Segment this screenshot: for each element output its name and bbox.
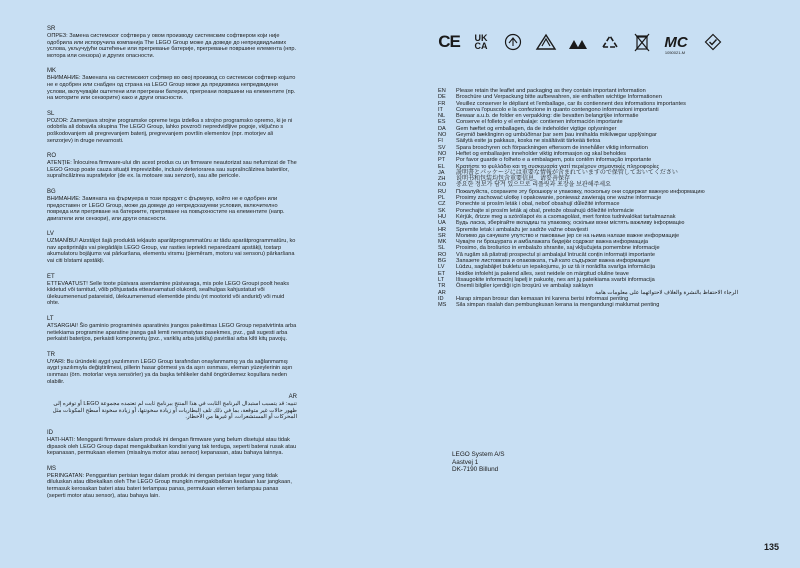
warning-language-code: RO (47, 153, 56, 160)
recycle-circle-icon (502, 30, 524, 54)
warning-text: HATI-HATI: Mengganti firmware dalam produk ini dengan firmware yang belum disetujui atau tidak dipasok oleh LEGO Group dapat mengakibatkan kondisi yang tak terduga, seperti baterai rusak atau kepanasan, permukaan elemen (misalnya motor atau sensor) kepanasan, atau bahaya lainnya. (47, 436, 297, 457)
language-text: Veuillez conserver le dépliant et l'emballage, car ils contiennent des informations importantes (456, 100, 686, 107)
language-code: IT (438, 106, 443, 113)
language-code: NL (438, 113, 446, 120)
warning-text: ATSARGIAI! Šio gaminio programinės aparatinės įrangos pakeitimas LEGO Group nepatvirtinta arba netiekiama programine aparatine įranga gali lemti nenumatytas pasekmes, pvz., gali sugesti arba perkaisti baterijos, perkaisti komponentų (pvz., variklių arba jutiklių) paviršiai arba kilti kitų pavojų. (47, 323, 297, 343)
language-code: CZ (438, 201, 446, 208)
language-text: Conserva l'opuscolo e la confezione in quanto contengono informazioni importanti (456, 106, 659, 113)
language-text: Please retain the leaflet and packaging as they contain important information (456, 88, 646, 94)
warning-text: PERINGATAN: Penggantian perisian tegar dalam produk ini dengan perisian tegar yang tidak diluluskan atau dibekalkan oleh The LEGO Group mungkin mengakibatkan keadaan luar jangkaan, termasuk kerosakan bateri atau bateri terlampau panas, permukaan elemen terlampau panas (seperti motor atau sensor), atau bahaya lain. (47, 472, 292, 499)
weee-bin-icon (630, 30, 654, 54)
language-row (438, 302, 738, 308)
language-text: 説明書とパッケージには重要な情報が含まれていますので保管しておいてください (456, 169, 678, 176)
address-line-3: DK-7190 Billund (452, 466, 499, 474)
language-code: JA (438, 169, 445, 176)
warning-block (47, 231, 297, 264)
warning-block (47, 68, 297, 101)
warning-language-code: BG (47, 188, 56, 195)
warning-language-code: LT (47, 316, 54, 323)
language-code: RO (438, 251, 447, 258)
language-code: ID (438, 295, 444, 302)
warning-block (47, 153, 297, 180)
language-text: Ponechte si prosím leták i obal, neboť obsahují důležité informace (456, 201, 620, 208)
language-text: Gem hæftet og emballagen, da de indeholder vigtige oplysninger (456, 125, 617, 132)
language-code: UA (438, 220, 446, 227)
mc-mark (662, 30, 690, 54)
mc-mark-number: 1050021-M (664, 50, 686, 55)
language-text: Κρατήστε το φυλλάδιο και τη συσκευασία γιατί περιέχουν σημαντικές πληροφορίες (456, 163, 660, 170)
language-text: Spremite letak i ambalažu jer sadrže važne obavijesti (456, 226, 588, 233)
warning-text: ВНИМАНИЕ: Замяната на фърмуера в този продукт с фърмуер, който не е одобрен или предоставен от LEGO Group, може да доведе до непредсказуеми условия, включително повреда или прегряване на батериите, прегряване на повърхностите на елементите (напр. двигатели или сензори), или други опасности. (47, 195, 285, 222)
warning-language-code: TR (47, 351, 55, 358)
language-code: ES (438, 119, 446, 126)
address-line-2: Aastvej 1 (452, 458, 479, 466)
warning-text: UZMANĪBU! Aizstājot šajā produktā iekļauto aparātprogrammatūru ar tādu aparātprogrammatūru, ko nav apstiprinājis vai piegādājis LEGO Group, var rasties iepriekš neparedzami apstākļi, tostarp akumulatoru bojājums vai pārkaršana, elementu virsmu (piemēram, motoru vai sensoru) pārkaršana vai citi bīstami apstākļi. (47, 238, 296, 265)
company-address (452, 451, 505, 474)
warning-block (47, 352, 297, 385)
language-text: Bewaar a.u.b. de folder en verpakking: die bevatten belangrijke informatie (456, 113, 639, 120)
ukca-mark-top: UK (474, 33, 488, 43)
mc-mark-label: MC (664, 33, 688, 51)
language-text: Geymið bæklinginn og umbúðirnar þar sem þau innihalda mikilvægar upplýsingar (456, 132, 657, 139)
language-code: BG (438, 258, 447, 265)
warning-language-code: LV (47, 231, 54, 238)
language-text: Sila simpan risalah dan pembungkusan kerana ia mengandungi maklumat penting (456, 302, 660, 309)
page-number: 135 (764, 542, 780, 552)
language-text: الرجاء الاحتفاظ بالنشرة والغلاف لاحتوائهما على معلومات هامة (595, 289, 738, 296)
warning-block (47, 26, 297, 59)
language-code: HR (438, 226, 447, 233)
language-text: Vă rugăm să păstrați prospectul și ambalajul întrucât conțin informații importante (456, 251, 655, 258)
hazard-triangles-icon (566, 30, 590, 54)
language-code: ZH (438, 176, 446, 183)
language-code: DA (438, 125, 446, 132)
warning-text: ВНИМАНИЕ: Замената на системскиот софтвер во овој производ со системски софтвер којшто не е одобрен или снабден од страна на LEGO Group може да предизвика непредвидени услови, вклучувајќи оштетени или прегреани батерии, прегреани површини на елементите (пр. на моторите или сензорите) како и други опасности. (47, 75, 296, 102)
ukca-mark-bottom: CA (474, 41, 488, 51)
language-code: LV (438, 264, 445, 271)
warning-text: ETTEVAATUST! Selle toote püsivara asendamine püsivaraga, mis pole LEGO Groupi poolt heaks kiidetud või tarnitud, võib põhjustada ettearvamatud olukordi, sealhulgas kahjustatud või ülekuumenenud patareisid, ülekuumenenud elementide pindu (nt mootorid või andurid) või muid ohte. (47, 280, 289, 307)
warning-text: ОПРЕЗ: Замена системског софтвера у овом производу системским софтвером који није одобрила или испоручила компанија The LEGO Group може да доведе до непредвидљивих услова, укључујући оштећење или прегревање батерије, прегревање површине елемента (нпр. мотора или сензора) и других опасности. (47, 33, 297, 59)
language-code: SR (438, 232, 446, 239)
recycling-arrows-icon (598, 30, 622, 54)
warning-block (47, 466, 297, 499)
warning-text: ATENȚIE: Înlocuirea firmware-ului din acest produs cu un firmware neautorizat sau nefurnizat de The LEGO Group poate cauza situații imprevizibile, inclusiv deteriorarea sau supraîncălzirea bateriilor, supraîncălzirea suprafețelor (de ex. la motoare sau senzori), sau alte pericole. (47, 160, 297, 180)
language-text: Broschüre und Verpackung bitte aufbewahren, sie enthalten wichtige Informationen (456, 94, 662, 101)
language-text: Išsaugokite informacinį lapelį ir pakuotę, nes ant jų pateikiama svarbi informacija (456, 276, 655, 283)
ukca-mark (471, 30, 491, 54)
warning-language-code: SR (47, 26, 56, 32)
language-code: EN (438, 88, 446, 94)
warning-language-code: AR (288, 394, 297, 401)
language-code: FR (438, 100, 446, 107)
language-text: Чувајте ги брошурата и амбалажата бидејќи содржат важна информација (456, 239, 648, 246)
language-text: 说明书和包装均包含重要信息，请妥善保存 (456, 176, 571, 183)
language-code: PT (438, 157, 446, 164)
warning-text: POZOR: Zamenjava strojne programske opreme tega izdelka s strojno programsko opremo, ki je ni odobrila ali dobavila skupina The LEGO Group, lahko povzroči nepredvidljive pogoje, vključno s poškodovanjem ali pregrevanjem baterij, pregrevanjem površin elementov (npr. motorjev ali senzorjev) in druge nevarnosti. (47, 117, 293, 144)
language-code: SL (438, 245, 445, 252)
warning-block (47, 430, 297, 457)
triman-triangle-icon (534, 30, 558, 54)
certification-marks (436, 30, 776, 56)
warning-block (47, 189, 297, 222)
language-code: FI (438, 138, 443, 145)
language-text: Молимо да сачувате упутство и паковање јер се на њима налазе важне информације (456, 232, 680, 239)
warning-language-code: ID (47, 429, 53, 436)
warning-block (47, 394, 297, 421)
language-text: Пожалуйста, сохраните эту брошюру и упаковку, поскольку они содержат важную информацию (456, 188, 705, 195)
language-code: EL (438, 163, 445, 170)
warning-text: UYARI: Bu üründeki aygıt yazılımının LEGO Group tarafından onaylanmamış ya da sağlanmamış aygıt yazılımıyla değiştirilmesi, pillerin hasar görmesi ya da aşırı ısınması, eleman yüzeylerinin aşırı ısınması (örn. motorlar veya sensörler) ya da başka tehlikeler dahil öngörülemez koşullara neden olabilir. (47, 358, 293, 385)
language-code: TR (438, 283, 446, 290)
warning-block (47, 316, 297, 343)
language-text: Harap simpan brosur dan kemasan ini karena berisi informasi penting (456, 295, 629, 302)
ce-mark (436, 30, 462, 54)
language-text: Prosimy zachować ulotkę i opakowanie, ponieważ zawierają one ważne informacje (456, 195, 662, 202)
language-code: MK (438, 239, 447, 246)
language-text: Lūdzu, saglabājiet bukletu un iepakojumu, jo uz tā ir norādīta svarīga informācija (456, 264, 656, 271)
warning-language-code: ET (47, 273, 55, 280)
language-text: Heftet og emballasjen inneholder viktig informasjon og skal beholdes (456, 150, 627, 157)
address-line-1: LEGO System A/S (452, 451, 505, 458)
language-code: NO (438, 132, 447, 139)
language-code: HU (438, 213, 447, 220)
language-code: RU (438, 188, 447, 195)
language-code: LT (438, 276, 445, 283)
warning-language-code: SL (47, 110, 55, 117)
language-text: Önemli bilgiler içerdiği için broşürü ve ambalajı saklayın (456, 283, 594, 290)
language-code: PL (438, 195, 445, 202)
retain-leaflet-list (438, 88, 738, 308)
language-text: Hoidke infoleht ja pakend alles, sest neidele on märgitud oluline teave (456, 270, 629, 277)
language-code: AR (438, 289, 446, 296)
ce-mark-label: CE (438, 32, 460, 51)
warning-language-code: MS (47, 465, 56, 472)
language-text: Spara broschyren och förpackningen eftersom de innehåller viktig information (456, 144, 648, 151)
language-code: SV (438, 144, 446, 151)
language-code: NO (438, 150, 447, 157)
language-text: Будь ласка, зберігайте вкладиш та упаковку, оскільки вони містять важливу інформацію (456, 220, 685, 227)
language-text: Por favor guarde o folheto e a embalagem, pois contêm informação importante (456, 157, 652, 164)
language-text: Prosimo, da brošurico in embalažo shranite, saj vključujeta pomembne informacije (456, 245, 660, 252)
rcm-check-icon (702, 30, 724, 54)
language-code: KO (438, 182, 447, 189)
language-text: Säilytä esite ja pakkaus, koska ne sisältävät tärkeää tietoa (456, 138, 601, 145)
language-code: SK (438, 207, 446, 214)
language-code: MS (438, 302, 447, 309)
warning-block (47, 274, 297, 307)
language-text: 중요한 정보가 담겨 있으므로 리플릿과 포장을 보관해주세요 (456, 182, 611, 189)
language-text: Conserve el folleto y el embalaje: contienen información importante (456, 119, 623, 126)
language-code: ET (438, 270, 446, 277)
language-text: Ponechajte si prosím leták aj obal, pretože obsahujú dôležité informácie (456, 207, 634, 214)
language-code: DE (438, 94, 446, 101)
warning-language-code: MK (47, 68, 56, 75)
language-text: Kérjük, őrizze meg a szórólapot és a csomagolást, mert fontos tudnivalókat tartalmaznak (456, 213, 676, 220)
language-text: Запазете листовката и опаковката, тъй като съдържат важна информация (456, 258, 650, 265)
warnings-column (47, 26, 297, 508)
warning-text: تنبيه: قد يتسبب استبدال البرنامج الثابت في هذا المنتج ببرنامج ثابت لم تعتمده مجموعة LEGO أو توفره إلى ظهور حالات غير متوقعة، بما في ذلك تلف البطاريات أو زيادة سخونتها، أو زيادة سخونة أسطح المكونات مثل المحركات أو المستشعرات، أو غيرها من الأخطار. (52, 401, 297, 421)
warning-block (47, 111, 297, 144)
